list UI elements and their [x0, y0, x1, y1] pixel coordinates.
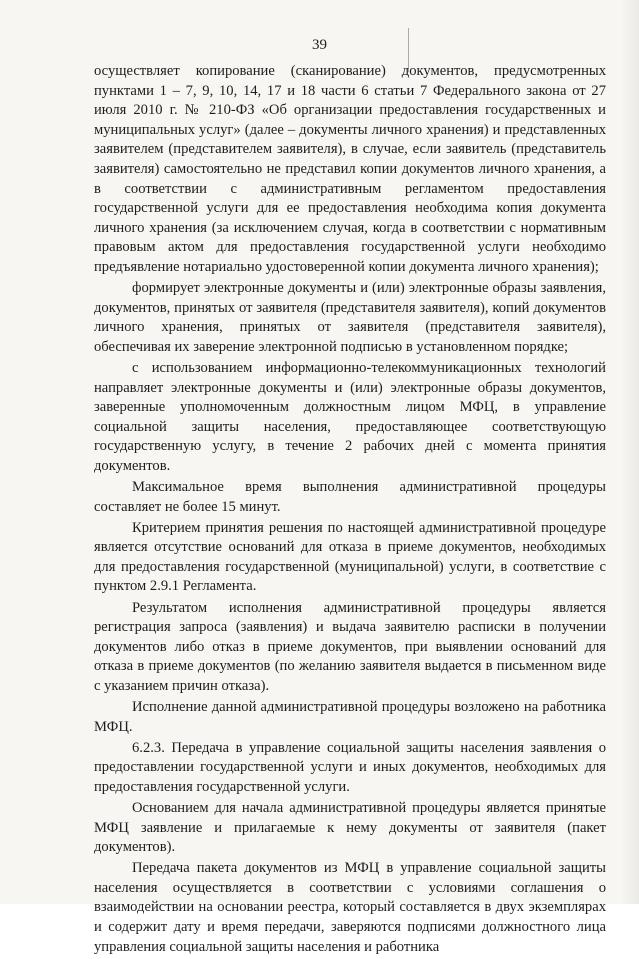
- paragraph: формирует электронные документы и (или) электронные образы заявления, документов, принятых от заявителя (представителя заявителя), копий документов личного хранения, принятых от заявителя (представителя заявителя), обеспечивая их заверение электронной подписью в установленном порядке;: [94, 280, 606, 355]
- paragraph: Критерием принятия решения по настоящей административной процедуре является отсутствие оснований для отказа в приеме документов, необходимых для предоставления государственной (муниципальной) услуги, в соответствие с пунктом 2.9.1 Регламента.: [94, 519, 606, 595]
- paragraph: Результатом исполнения административной процедуры является регистрация запроса (заявления) и выдача заявителю расписки в получении документов либо отказ в приеме документов, при выявлении оснований для отказа в приеме документов (по желанию заявителя выдается в письменном виде с указанием причин отказа).: [94, 599, 606, 694]
- section-heading-paragraph: 6.2.3. Передача в управление социальной защиты населения заявления о предоставлении государственной услуги и иных документов, необходимых для предоставления государственной услуги.: [94, 739, 606, 795]
- paragraph: Основанием для начала административной процедуры является принятые МФЦ заявление и прилагаемые к нему документы от заявителя (пакет документов).: [94, 799, 606, 856]
- paragraph: Максимальное время выполнения административной процедуры составляет не более 15 минут.: [94, 478, 606, 515]
- paragraph: Исполнение данной административной процедуры возложено на работника МФЦ.: [94, 699, 606, 735]
- scan-edge-shadow: [621, 0, 639, 904]
- page-number: 39: [312, 37, 327, 53]
- paragraph: с использованием информационно-телекоммуникационных технологий направляет электронные документы и (или) электронные образы документов, заверенные уполномоченным должностным лицом МФЦ, в управление социальной защиты населения, предоставляющее соответствующую государственную услугу, в течение 2 рабочих дней с момента принятия документов.: [94, 359, 606, 474]
- paragraph: Передача пакета документов из МФЦ в управление социальной защиты населения осуществляется в соответствии с условиями соглашения о взаимодействии на основании реестра, который составляется в двух экземплярах и содержит дату и время передачи, заверяются подписями должностного лица управления социальной защиты населения и работника: [94, 860, 606, 955]
- paragraph-continued: осуществляет копирование (сканирование) документов, предусмотренных пунктами 1 – 7, 9, 10, 14, 17 и 18 части 6 статьи 7 Федерального закона от 27 июля 2010 г. № 210-ФЗ «Об организации предоставления государственных и муниципальных услуг» (далее – документы личного хранения) и представленных заявителем (представителем заявителя), в случае, если заявитель (представитель заявителя) самостоятельно не представил копии документов личного хранения, а в соответствии с административным регламентом предоставления государственной услуги для ее предоставления необходима копия документа личного хранения (за исключением случая, когда в соответствии с нормативным правовым актом для предоставления государственной услуги необходимо предъявление нотариально удостоверенной копии документа личного хранения);: [94, 63, 606, 275]
- body-text: [94, 62, 606, 959]
